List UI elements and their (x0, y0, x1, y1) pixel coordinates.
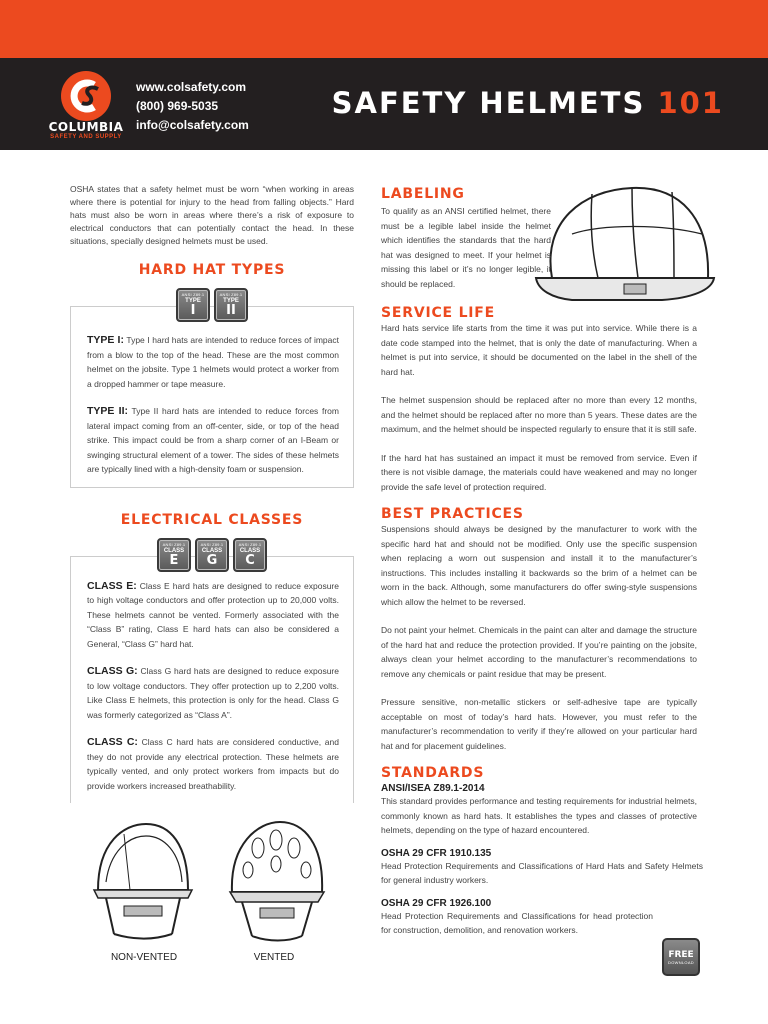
badge-standard: ANSI Z89.1 (200, 541, 224, 547)
right-column (381, 186, 703, 938)
type-1-label: TYPE I: (87, 334, 124, 346)
class-c-text: Class C hard hats are considered conductive, and they do not provide any electrical protection. These helmets are typically vented, and only protect workers from impacts but do provide workers increased breathability. (87, 737, 339, 791)
best-practices-p2: Do not paint your helmet. Chemicals in the paint can alter and damage the structure of the hard hat and reduce the protection provided. If you’re painting on the jobsite, always clean your helmet according to the manufacturer’s recommendations to remove any chemicals or paint residue that may be present. (381, 625, 697, 679)
email-link[interactable]: info@colsafety.com (136, 118, 249, 132)
electrical-classes-box (70, 552, 354, 804)
standard-3-title: OSHA 29 CFR 1926.100 (381, 897, 492, 909)
helmet-non-vented-icon (84, 812, 200, 948)
top-accent-bar (0, 0, 768, 58)
free-label: FREE (668, 950, 694, 960)
header-banner (0, 58, 768, 150)
contact-info (136, 78, 249, 135)
phone-link[interactable]: (800) 969-5035 (136, 99, 219, 113)
type-badges (70, 288, 354, 322)
type-1-badge (176, 288, 210, 322)
class-badges (70, 538, 354, 572)
labeling-heading: LABELING (381, 186, 465, 202)
free-download-button[interactable] (662, 938, 700, 976)
download-label: DOWNLOAD (668, 960, 694, 965)
type-2-description (87, 404, 339, 477)
vented-caption: VENTED (253, 952, 295, 963)
class-e-description (87, 579, 339, 652)
badge-kind: CLASS (163, 547, 185, 554)
electrical-classes-heading: ELECTRICAL CLASSES (120, 511, 304, 528)
non-vented-caption: NON-VENTED (110, 952, 178, 963)
brand-name: COLUMBIA (48, 120, 124, 134)
standards-heading: STANDARDS (381, 765, 485, 781)
helmet-vented-icon (218, 812, 334, 948)
page-title (332, 86, 724, 120)
hard-hat-types-heading: HARD HAT TYPES (138, 262, 286, 278)
badge-kind: CLASS (239, 547, 261, 554)
brand-tagline: SAFETY AND SUPPLY (50, 134, 122, 140)
type-2-label: TYPE II: (87, 405, 128, 417)
left-column (70, 183, 354, 803)
class-c-badge (233, 538, 267, 572)
service-life-p1: Hard hats service life starts from the time it was put into service. While there is a date code stamped into the helmet, that is only the date of manufacturing. When a helmet is put into service, it should be documented on the label in the shell of the hard hat. (381, 323, 697, 377)
service-life-p2: The helmet suspension should be replaced after no more than every 12 months, and the helmet should be replaced after no more than 5 years. These dates are the maximum, and the helmet should be inspected regularly to ensure that it is still safe. (381, 395, 697, 434)
intro-paragraph: OSHA states that a safety helmet must be worn “when working in areas where there is potential for injury to the head from falling objects.” Hard hats must also be worn in areas where there’s a risk of exposure to electrical conductors that can potentially contact the head. In these situations, specially designed helmets must be used. (70, 184, 354, 246)
type-2-text: Type II hard hats are intended to reduce forces from lateral impact coming from an off-center, side, or top of the head strike. This impact could be from a sharp corner of an I-Beam or swinging structural element of a tower. The sides of these helmets are typically lined with a high-density foam or suspension. (87, 406, 339, 474)
badge-value: C (245, 552, 255, 568)
title-text: SAFETY HELMETS (331, 86, 646, 120)
columbia-logo-icon (60, 70, 112, 122)
class-c-label: CLASS C: (87, 736, 138, 748)
badge-standard: ANSI Z89.1 (219, 292, 243, 297)
badge-kind: TYPE (185, 298, 201, 304)
class-g-text: Class G hard hats are designed to reduce exposure to low voltage conductors. They offer protection up to 2,200 volts. Like Class E helmets, this protection is only for the head. Class G was formerly categorized as “Class A”. (87, 666, 339, 720)
helmet-illustrations (84, 812, 354, 972)
badge-kind: TYPE (223, 298, 239, 304)
best-practices-p1: Suspensions should always be designed by the manufacturer to work with the specific hard hat and should not be modified. Only use the specific suspension when replacing a worn out suspension and install it to the manufacturer’s instructions. This includes installing it backwards so the brim of a helmet can be worn in the back. Although, some manufacturers do offer swing-style suspensions which allow the helmet to be reversed. (381, 524, 697, 607)
badge-value: E (169, 552, 179, 568)
labeling-text: To qualify as an ANSI certified helmet, there must be a legible label inside the helmet which identifies the standards that the hard hat was designed to meet. If your helmet is missing this label or it’s no longer legible, it should be replaced. (381, 206, 551, 289)
badge-value: II (226, 303, 236, 318)
class-e-text: Class E hard hats are designed to reduce exposure to high voltage conductors and offer protection up to 20,000 volts. These helmets cannot be vented. Formerly associated with the “Class B” rating, Class E hard hats can also be considered a General, “Class G” hard hat. (87, 580, 339, 649)
type-1-text: Type I hard hats are intended to reduce forces of impact from a blow to the top of the head. These are the most common helmet on the jobsite. Type 1 helmets would protect a worker from a dropped hammer or tape measure. (87, 335, 339, 389)
type-2-badge (214, 288, 248, 322)
best-practices-p3: Pressure sensitive, non-metallic stickers or self-adhesive tape are typically acceptable on most of today’s hard hats. However, you must refer to the manufacturer’s recommendation to verify if they’re allowed on your particular hard hat and for placement guidelines. (381, 697, 697, 751)
badge-value: I (190, 303, 196, 318)
class-g-badge (195, 538, 229, 572)
class-e-badge (157, 538, 191, 572)
class-c-description (87, 735, 339, 793)
title-number: 101 (657, 86, 724, 120)
hard-hat-types-box (70, 303, 354, 488)
badge-kind: CLASS (201, 547, 223, 554)
badge-standard: ANSI Z89.1 (162, 541, 186, 547)
website-link[interactable]: www.colsafety.com (136, 80, 247, 94)
type-1-description (87, 333, 339, 391)
best-practices-heading: BEST PRACTICES (381, 506, 524, 522)
brand-logo[interactable] (44, 70, 128, 142)
standard-2-text: Head Protection Requirements and Classifications of Hard Hats and Safety Helmets for general industry workers. (381, 860, 703, 885)
standard-1-text: This standard provides performance and testing requirements for industrial helmets, commonly known as hard hats. It establishes the types and classes of protective helmets, depending on the type of hazard encountered. (381, 796, 697, 835)
standard-1-title: ANSI/ISEA Z89.1-2014 (381, 783, 485, 794)
service-life-heading: SERVICE LIFE (381, 305, 496, 321)
service-life-p3: If the hard hat has sustained an impact it must be removed from service. Even if there is not visible damage, the materials could have weakened and may no longer provide the safe level of protection required. (381, 452, 697, 492)
badge-standard: ANSI Z89.1 (181, 292, 205, 297)
class-e-label: CLASS E: (87, 579, 137, 592)
badge-value: G (206, 552, 218, 568)
badge-standard: ANSI Z89.1 (238, 541, 262, 547)
class-g-label: CLASS G: (87, 665, 138, 677)
class-g-description (87, 664, 339, 722)
standard-3-text: Head Protection Requirements and Classifications for head protection for construction, demolition, and renovation workers. (381, 910, 653, 935)
standard-2-title: OSHA 29 CFR 1910.135 (381, 847, 492, 859)
